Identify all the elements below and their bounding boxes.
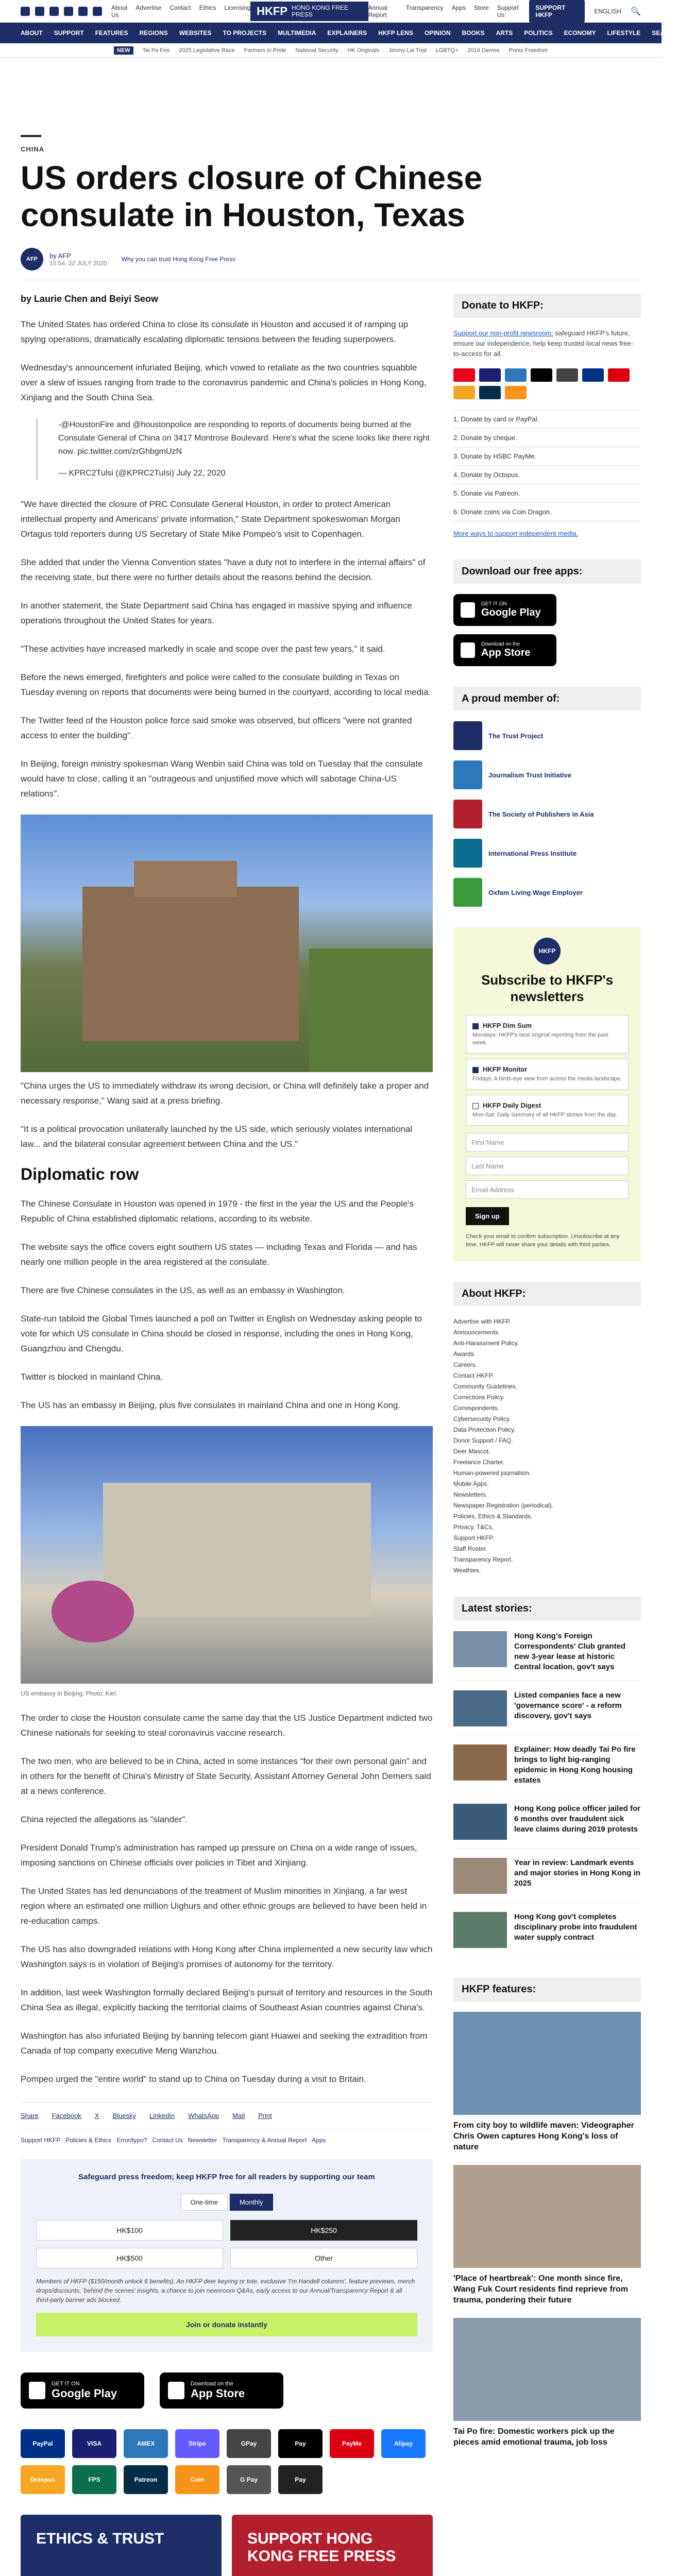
nav-item[interactable]: SEARCH [652,29,678,37]
badge-small-text: GET IT ON [52,2381,80,2387]
member-logo[interactable] [453,839,641,868]
feature-title[interactable]: From city boy to wildlife maven: Videographer Chris Owen captures Hong Kong's loss of nature [453,2121,634,2151]
paragraph: State-run tabloid the Global Times launched a poll on Twitter in English on Wednesday asking people to vote for which US consulate in China should be closed in response, including the ones in Hong Kong, Guangzhou and Chengdu. [21,1314,422,1353]
linkedin-icon[interactable] [78,7,88,16]
about-link[interactable]: Newspaper Registration (periodical). [453,1502,554,1509]
print-button[interactable]: Print [258,2112,272,2120]
paragraph: "China urges the US to immediately withdraw its wrong decision, or China will definitely take a proper and necessary response," Wang said at a press briefing. [21,1081,429,1106]
gpay-logo[interactable]: GPay [227,2429,271,2458]
tab-one-time[interactable]: One-time [181,2194,228,2211]
paypal-icon [582,368,604,382]
newsletter-note: Check your email to confirm subscription. Unsubscribe at any time. HKFP will never share your details with third parties. [466,1233,620,1248]
member-logo[interactable] [453,721,641,750]
trending-bar [0,43,662,58]
newsletter-option[interactable] [466,1095,629,1126]
support-banner[interactable]: SUPPORT HONG KONG FREE PRESS [232,2515,433,2576]
support-button[interactable]: SUPPORT HKFP [529,0,585,23]
author-avatar: AFP [21,248,43,270]
footer-link[interactable]: Support HKFP [21,2137,61,2144]
top-link[interactable]: Licensing [224,4,251,11]
member-name: Oxfam Living Wage Employer [488,888,583,896]
ethics-banner[interactable]: ETHICS & TRUST [21,2515,222,2576]
consulate-photo [21,815,433,1072]
first-name-input[interactable]: First Name [466,1133,629,1151]
app-store-badge[interactable] [160,2372,283,2409]
payme-logo[interactable]: PayMe [330,2429,374,2458]
newsletter-option[interactable] [466,1015,629,1054]
feature-title[interactable]: 'Place of heartbreak': One month since fire, Wang Fuk Court residents find reprieve from trauma, pondering their future [453,2274,629,2304]
member-name: Journalism Trust Initiative [488,771,572,779]
main-navigation [0,23,678,43]
paragraph: The US has an embassy in Beijing, plus five consulates in mainland China and one in Hong Kong. [21,1400,401,1410]
story-thumbnail [453,1690,507,1726]
donate-option[interactable]: 5. Donate via Patreon. [453,484,641,503]
apple-icon [461,642,475,658]
story-title[interactable]: Year in review: Landmark events and major stories in Hong Kong in 2025 [514,1858,641,1888]
logo-mark: HKFP [257,4,288,18]
payme-icon [608,368,630,382]
about-link[interactable]: Donor Support / FAQ. [453,1437,513,1444]
promo-banners [21,2515,433,2576]
top-link[interactable]: Advertise [135,4,162,11]
sidebar-heading: A proud member of: [453,687,641,711]
top-links [111,4,250,19]
newsletter-option[interactable] [466,1059,629,1090]
paragraph: Wednesday's announcement infuriated Beijing, which vowed to retaliate as the two countries squabble over a slew of issues ranging from trade to the coronavirus pandemic and China's policies in Hong Kong, Xinjiang and the South China Sea. [21,363,427,402]
gpay-logo[interactable]: G Pay [227,2465,271,2494]
paragraph: The two men, who are believed to be in China, acted in some instances "for their own personal gain" and in others for the benefit of China's Ministry of State Security, Assistant Attorney General John Demers said at a news conference. [21,1756,431,1796]
about-link[interactable]: Policies, Ethics & Standards. [453,1513,533,1520]
member-name: The Society of Publishers in Asia [488,810,594,818]
about-link[interactable]: Newsletters. [453,1491,488,1498]
checkbox[interactable] [472,1023,479,1029]
top-link[interactable]: Ethics [199,4,216,11]
story-title[interactable]: Listed companies face a new 'governance score' - a reform discovery, gov't says [514,1691,622,1720]
newsletter-desc: Fridays: A birds-eye view from across the media landscape. [472,1076,622,1082]
section-heading: Diplomatic row [21,1165,139,1183]
donation-widget [21,2159,433,2352]
google-play-icon [29,2382,45,2399]
paragraph: Pompeo urged the "entire world" to stand up to China on Tuesday during a visit to Britain. [21,2074,366,2084]
trending-link[interactable]: Tai Po Fire [142,47,170,54]
bluesky-share[interactable]: Bluesky [112,2112,136,2120]
member-logo[interactable] [453,878,641,907]
share-button[interactable]: Share [21,2112,39,2120]
trust-link[interactable]: Why you can trust Hong Kong Free Press [121,256,236,263]
donate-option[interactable]: 1. Donate by card or PayPal. [453,410,641,429]
newsletter-desc: Mon-Sat: Daily summary of all HKFP stories from the day. [472,1112,617,1118]
donation-headline: Safeguard press freedom; keep HKFP free for all readers by supporting our team [78,2173,375,2181]
newsletter-signup [453,927,641,1261]
badge-large-text: Google Play [52,2387,117,2400]
paragraph: She added that under the Vienna Convention states "have a duty not to interfere in the internal affairs" of the receiving state, but there were no further details about the reasons behind the decision. [21,557,426,582]
trending-link[interactable]: LGBTQ+ [435,47,459,54]
story-thumbnail [453,1631,507,1667]
nav-item[interactable]: OPINION [424,29,451,37]
applepay-logo[interactable]: Pay [278,2429,323,2458]
nav-item[interactable]: SUPPORT [54,29,84,37]
amex-logo[interactable]: AMEX [124,2429,168,2458]
nav-item[interactable]: ARTS [496,29,513,37]
jti-icon [453,760,482,789]
latest-story[interactable] [453,1912,641,1957]
paragraph: In another statement, the State Department said China has engaged in massive spying and influence operations throughout the United States for years. [21,601,412,625]
new-badge: NEW [114,46,133,55]
author-name[interactable]: by AFP [49,251,71,260]
paragraph: In addition, last week Washington formally declared Beijing's pursuit of territory and resources in the South China Sea as illegal, explicitly backing the territorial claims of Southeast Asian countries against China's. [21,1988,433,2012]
paragraph: The Chinese Consulate in Houston was opened in 1979 - the first in the year the US and the People's Republic of China established diplomatic relations, according to its website. [21,1199,414,1224]
about-link[interactable]: Privacy, T&Cs. [453,1523,494,1531]
trending-link[interactable]: Press Freedom [508,47,548,54]
newsletter-name: HKFP Daily Digest [483,1101,541,1109]
checkbox[interactable] [472,1103,479,1109]
category-label[interactable]: CHINA [21,145,45,153]
about-link[interactable]: Community Guidelines. [453,1383,518,1390]
nav-item[interactable]: ABOUT [21,29,43,37]
app-badges [21,2372,433,2409]
embassy-photo [21,1426,433,1684]
nav-item[interactable]: POLITICS [524,29,553,37]
tweet-signature[interactable]: — KPRC2Tulsi (@KPRC2Tulsi) July 22, 2020 [58,469,226,478]
trending-link[interactable]: 2025 Legislative Race [179,47,235,54]
share-bar [21,2102,433,2120]
signup-button[interactable]: Sign up [466,1207,509,1225]
coin-logo[interactable]: Coin [175,2465,219,2494]
fps-logo[interactable]: FPS [72,2465,116,2494]
amount-option[interactable]: HK$500 [36,2248,223,2268]
octopus-logo[interactable]: Octopus [21,2465,65,2494]
tab-monthly[interactable]: Monthly [230,2194,273,2211]
badge-large-text: App Store [191,2387,245,2400]
badge-small-text: Download on the [191,2381,233,2387]
article-footer-links [21,2129,433,2144]
nav-item[interactable]: HKFP LENS [378,29,413,37]
mail-share[interactable]: Mail [232,2112,245,2120]
about-link[interactable]: Cybersecurity Policy. [453,1415,511,1422]
sidebar-heading: HKFP features: [453,1977,641,2002]
google-play-icon [461,602,475,618]
paragraph: The US has also downgraded relations with Hong Kong after China implemented a new security law which Washington says is in violation of Beijing's promises of autonomy for the territory. [21,1944,433,1969]
google-play-badge[interactable] [453,594,556,626]
article-body [21,294,433,2576]
donate-option[interactable]: 6. Donate coins via Coin Dragon. [453,503,641,521]
trending-link[interactable]: Jimmy Lai Trial [388,47,427,54]
donate-text: safeguard HKFP's future, ensure our independence, help keep trusted local news free-to-access for all. [453,329,634,358]
footer-link[interactable]: Policies & Ethics [65,2137,112,2144]
paragraph: "These activities have increased markedly in scale and scope over the past few years," it said. [21,644,385,654]
story-title[interactable]: Explainer: How deadly Tai Po fire brings to light big-ranging epidemic in Hong Kong housing estates [514,1745,636,1785]
sidebar-heading: Latest stories: [453,1597,641,1621]
nav-item[interactable]: FEATURES [95,29,128,37]
x-share[interactable]: X [94,2112,99,2120]
nav-item[interactable]: REGIONS [139,29,168,37]
paragraph: "We have directed the closure of PRC Consulate General Houston, in order to protect American intellectual property and Americans' private information," State Department spokeswoman Morgan Ortagus told reporters during US Secretary of State Mike Pompeo's visit to Copenhagen. [21,499,400,539]
trending-link[interactable]: Partners in Pride [244,47,286,54]
trending-link[interactable]: National Security [295,47,338,54]
amount-option[interactable]: HK$100 [36,2220,223,2241]
membership-note: Members of HKFP ($150/month unlock 6 benefits). An HKFP deer keyring or tote, exclusive 'I'm Handell columns', feature previews, merch drops/discounts, 'behind the scenes' insights, a chance to join newsroom Q&As, early access to our Annual/Transparency Report & all third-party banner ads blocked. [36,2278,415,2303]
newsletter-desc: Mondays: HKFP's best original reporting from the past week. [472,1032,608,1046]
paragraph: The Twitter feed of the Houston police force said smoke was observed, but officers "were not granted access to enter the building". [21,716,412,740]
newsletter-name: HKFP Monitor [483,1065,528,1073]
latest-story[interactable] [453,1858,641,1903]
social-links [21,7,102,16]
photo-caption: US embassy in Beijing. Photo: Kiel. [21,1690,118,1697]
embedded-tweet [36,418,433,480]
about-link[interactable]: Contact HKFP. [453,1372,494,1379]
footer-link[interactable]: Newsletter [188,2137,217,2144]
paragraph: The website says the office covers eight southern US states — including Texas and Florida — and has nearly one million people in the area registered at the consulate. [21,1242,417,1267]
badge-small-text: Download on the [481,641,520,647]
paragraph: There are five Chinese consulates in the US, as well as an embassy in Washington. [21,1285,345,1295]
feature-story[interactable] [453,2318,641,2448]
nav-item[interactable]: TO PROJECTS [223,29,266,37]
about-link[interactable]: Mobile Apps. [453,1480,489,1487]
facebook-share[interactable]: Facebook [52,2112,81,2120]
site-logo[interactable] [250,2,368,21]
publish-date: 15:54, 22 JULY 2020 [49,259,107,267]
about-link[interactable]: Corrections Policy. [453,1394,505,1401]
latest-story[interactable] [453,1690,641,1735]
about-link[interactable]: Transparency Report. [453,1556,513,1563]
paypal-logo[interactable]: PayPal [21,2429,65,2458]
donate-option[interactable]: 4. Donate by Octopus. [453,466,641,484]
about-link[interactable]: Awards. [453,1350,476,1358]
paragraph: The United States has ordered China to close its consulate in Houston and accused it of ramping up spying operations, dramatically escalating diplomatic tensions between the feuding superpowers. [21,319,409,344]
top-link[interactable]: About Us [111,4,128,19]
footer-link[interactable]: Transparency & Annual Report [222,2137,307,2144]
google-play-badge[interactable] [21,2372,144,2409]
footer-link[interactable]: Apps [312,2137,326,2144]
feature-image [453,2165,641,2268]
applepay-icon [531,368,552,382]
about-link[interactable]: Deer Mascot. [453,1448,490,1455]
about-link[interactable]: Announcements. [453,1329,500,1336]
visa-icon [479,368,501,382]
more-ways-link[interactable]: More ways to support independent media. [453,530,579,537]
member-name: The Trust Project [488,732,544,740]
linkedin-share[interactable]: LinkedIn [149,2112,175,2120]
stripe-logo[interactable]: Stripe [175,2429,219,2458]
donate-option[interactable]: 3. Donate by HSBC PayMe. [453,447,641,466]
trending-link[interactable]: 2019 Demos [467,47,500,54]
app-store-badge[interactable] [453,634,556,666]
top-bar [0,0,662,23]
nav-item[interactable]: LIFESTYLE [607,29,641,37]
story-thumbnail [453,1744,507,1781]
member-logo[interactable] [453,800,641,828]
member-logo[interactable] [453,760,641,789]
rss-icon[interactable] [93,7,102,16]
top-link[interactable]: Contact [170,4,191,11]
about-links [453,1316,641,1576]
hkfp-logo: HKFP [534,938,561,964]
paragraph: President Donald Trump's administration has ramped up pressure on China on a wide range of issues, imposing sanctions on Chinese officials over policies in Tibet and Xinjiang. [21,1843,417,1868]
sidebar-heading: Donate to HKFP: [453,294,641,318]
oxfam-icon [453,878,482,907]
amount-option[interactable]: Other [230,2248,417,2268]
email-input[interactable]: Email Address [466,1180,629,1199]
trending-link[interactable]: HK Originals [347,47,380,54]
nav-item[interactable]: WEBSITES [179,29,212,37]
latest-story[interactable] [453,1631,641,1681]
member-name: International Press Institute [488,849,577,857]
applepay-logo[interactable]: Pay [278,2465,323,2494]
alipay-logo[interactable]: Alipay [381,2429,426,2458]
paragraph: Washington has also infuriated Beijing by banning telecom giant Huawei and seeking the extradition from Canada of top company executive Meng Wanzhou. [21,2031,428,2056]
story-title[interactable]: Hong Kong police officer jailed for 6 months over fraudulent sick leave claims during 2019 protests [514,1804,641,1834]
tweet-body: -@HoustonFire and @houstonpolice are responding to reports of documents being burned at the Consulate General of China on 3417 Montrose Boulevard. Here's what the scene looks like there right now. pic.twitter.com/zrGhbgmUzN [58,420,430,456]
top-link[interactable]: Store [474,4,489,11]
visa-logo[interactable]: VISA [72,2429,116,2458]
nav-item[interactable]: ECONOMY [564,29,596,37]
paragraph: Before the news emerged, firefighters and police were called to the consulate building in Texas on Tuesday evening on reports that documents were being burned in the courtyard, according to local media. [21,672,431,697]
sopa-icon [453,800,482,828]
article-meta [21,248,641,280]
instagram-icon[interactable] [49,7,59,16]
footer-link[interactable]: Contact Us [152,2137,183,2144]
nav-item[interactable]: MULTIMEDIA [277,29,316,37]
paragraph: China rejected the allegations as "slander". [21,1815,188,1824]
payment-methods [21,2429,433,2494]
language-selector[interactable]: ENGLISH [594,7,622,15]
patreon-logo[interactable]: Patreon [124,2465,168,2494]
paragraph: In Beijing, foreign ministry spokesman Wang Wenbin said China was told on Tuesday that the consulate would have to close, calling it an "outrageous and unjustified move which will sabotage China-US relations". [21,759,423,799]
about-link[interactable]: Human-powered journalism. [453,1469,531,1477]
last-name-input[interactable]: Last Name [466,1157,629,1175]
badge-large-text: App Store [481,647,531,658]
top-link[interactable]: Apps [451,4,466,11]
x-icon[interactable] [35,7,44,16]
gpay-icon [556,368,578,382]
about-link[interactable]: Data Protection Policy. [453,1426,516,1433]
badge-large-text: Google Play [481,607,541,618]
divider [21,135,41,137]
about-link[interactable]: Correspondents. [453,1404,499,1412]
facebook-icon[interactable] [21,7,30,16]
donate-link[interactable]: Support our non-profit newsroom: [453,329,553,337]
paragraph: The United States has led denunciations of the treatment of Muslim minorities in Xinjiang, a far west region where an estimated one million Uighurs and other ethnic groups are believed to have been held in re-education camps. [21,1886,427,1926]
story-thumbnail [453,1804,507,1840]
card-logos [453,368,641,399]
logo-text: HONG KONG FREE PRESS [292,4,349,18]
about-link[interactable]: Staff Roster. [453,1545,487,1552]
about-link[interactable]: Anti-Harassment Policy. [453,1340,519,1347]
sidebar [453,294,641,2576]
story-title[interactable]: Hong Kong gov't completes disciplinary probe into fraudulent water supply contract [514,1912,637,1942]
feature-story[interactable] [453,2165,641,2306]
donate-option[interactable]: 2. Donate by cheque. [453,429,641,447]
footer-link[interactable]: Error/typo? [116,2137,147,2144]
trust-project-icon [453,721,482,750]
sidebar-heading: About HKFP: [453,1282,641,1306]
search-icon[interactable]: 🔍 [631,7,641,16]
story-title[interactable]: Hong Kong's Foreign Correspondents' Club granted new 3-year lease at historic Central location, gov't says [514,1632,626,1671]
patreon-icon [479,386,501,399]
about-link[interactable]: Freelance Charter. [453,1459,505,1466]
latest-story[interactable] [453,1744,641,1794]
nav-item[interactable]: BOOKS [462,29,485,37]
newsletter-name: HKFP Dim Sum [483,1022,532,1029]
octopus-icon [453,386,475,399]
amount-option[interactable]: HK$250 [230,2220,417,2241]
latest-story[interactable] [453,1804,641,1849]
feature-image [453,2012,641,2115]
feature-image [453,2318,641,2421]
article-byline: by Laurie Chen and Beiyi Seow [21,294,159,304]
ipi-icon [453,839,482,868]
top-link[interactable]: Annual Report [368,4,388,19]
story-thumbnail [453,1858,507,1894]
feature-title[interactable]: Tai Po fire: Domestic workers pick up the pieces amid emotional trauma, job loss [453,2427,615,2447]
sidebar-heading: Download our free apps: [453,560,641,584]
mastercard-icon [453,368,475,382]
top-link[interactable]: Support Us [497,4,519,19]
badge-small-text: GET IT ON [481,601,507,607]
paragraph: The order to close the Houston consulate came the same day that the US Justice Department indicted two Chinese nationals for seeking to steal coronavirus vaccine research. [21,1713,433,1738]
feature-story[interactable] [453,2012,641,2153]
youtube-icon[interactable] [64,7,73,16]
top-link[interactable]: Transparency [405,4,444,11]
whatsapp-share[interactable]: WhatsApp [188,2112,219,2120]
newsletter-title: Subscribe to HKFP's newsletters [481,972,614,1004]
article-title: US orders closure of Chinese consulate in Houston, Texas [21,159,483,233]
about-link[interactable]: Weathies. [453,1567,481,1574]
about-link[interactable]: Support HKFP. [453,1534,495,1541]
paragraph: Twitter is blocked in mainland China. [21,1372,163,1382]
checkbox[interactable] [472,1067,479,1073]
coin-icon [505,386,527,399]
paragraph: "It is a political provocation unilaterally launched by the US side, which seriously violates international law... and the bilateral consular agreement between China and the US." [21,1124,413,1149]
story-thumbnail [453,1912,507,1948]
apple-icon [168,2382,184,2399]
about-link[interactable]: Advertise with HKFP. [453,1318,511,1325]
nav-item[interactable]: EXPLAINERS [327,29,367,37]
about-link[interactable]: Careers. [453,1361,478,1368]
amex-icon [505,368,527,382]
join-donate-button[interactable]: Join or donate instantly [36,2313,417,2336]
